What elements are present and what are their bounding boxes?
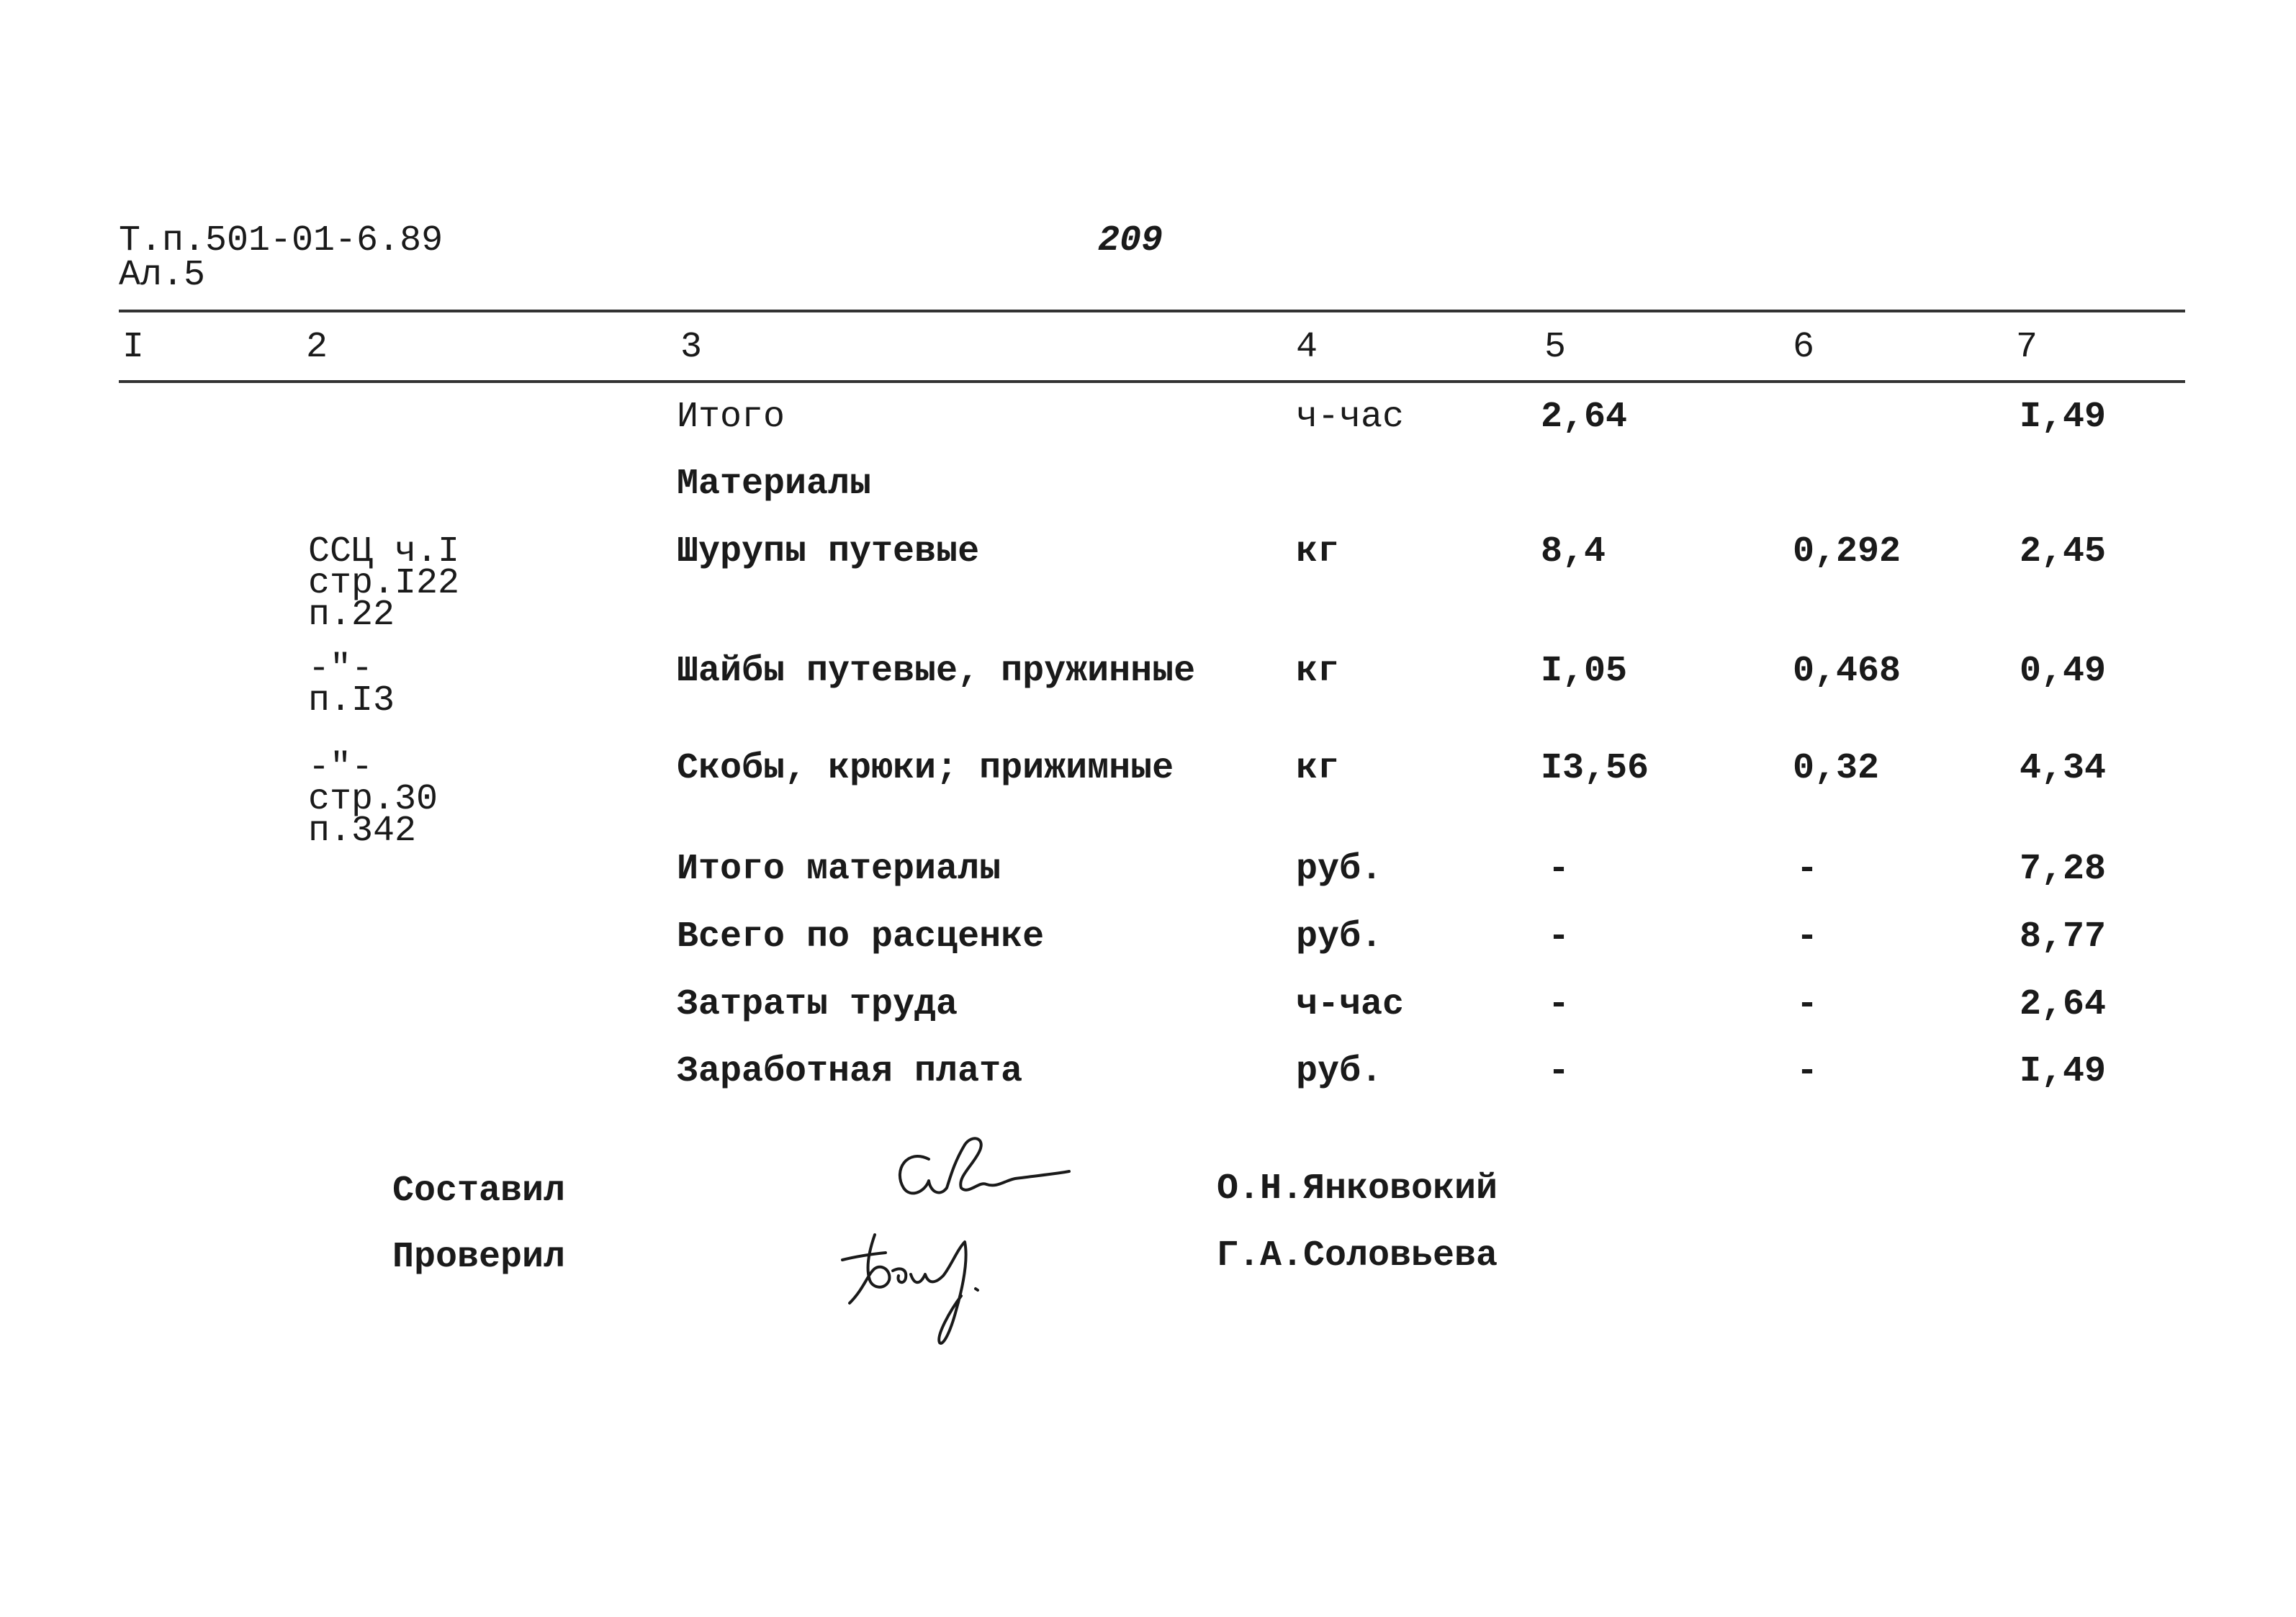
row-name: Заработная плата (677, 1051, 1023, 1092)
column-header: 2 (306, 327, 328, 368)
row-qty: 8,4 (1541, 531, 1606, 572)
row-name: Скобы, крюки; прижимные (677, 748, 1174, 789)
album-number: Ал.5 (119, 255, 206, 296)
column-header: 5 (1544, 327, 1567, 368)
row-name: Шайбы путевые, пружинные (677, 651, 1196, 692)
row-total: 8,77 (2020, 916, 2107, 958)
row-unit: руб. (1296, 1051, 1383, 1092)
row-price: - (1796, 1051, 1819, 1092)
column-header: I (122, 327, 145, 368)
row-unit: кг (1296, 748, 1340, 789)
row-qty: - (1548, 984, 1570, 1025)
row-total: 7,28 (2020, 849, 2107, 890)
column-header: 6 (1793, 327, 1815, 368)
row-total: 4,34 (2020, 748, 2107, 789)
row-qty: I,05 (1541, 651, 1628, 692)
row-qty: - (1548, 916, 1570, 958)
row-total: I,49 (2020, 397, 2107, 438)
row-name: Всего по расценке (677, 916, 1045, 958)
row-reference: -"- п.I3 (308, 649, 395, 721)
row-unit: руб. (1296, 916, 1383, 958)
row-name: Затраты труда (677, 984, 958, 1025)
signature-role: Проверил (392, 1237, 566, 1278)
row-unit: кг (1296, 531, 1340, 572)
row-price: 0,292 (1793, 531, 1901, 572)
row-name: Материалы (677, 464, 872, 505)
row-total: I,49 (2020, 1051, 2107, 1092)
column-header: 7 (2016, 327, 2038, 368)
row-reference: ССЦ ч.I стр.I22 п.22 (308, 531, 460, 636)
row-price: - (1796, 916, 1819, 958)
signature-person: О.Н.Янковокий (1217, 1168, 1498, 1210)
row-qty: - (1548, 849, 1570, 890)
row-name: Итого (677, 397, 785, 438)
signature-role: Составил (392, 1171, 566, 1212)
row-total: 2,45 (2020, 531, 2107, 572)
row-unit: кг (1296, 651, 1340, 692)
top-rule (119, 310, 2185, 312)
row-name: Итого материалы (677, 849, 1001, 890)
row-total: 2,64 (2020, 984, 2107, 1025)
row-qty: I3,56 (1541, 748, 1649, 789)
column-header: 3 (680, 327, 703, 368)
row-unit: ч-час (1296, 397, 1405, 438)
row-price: 0,32 (1793, 748, 1880, 789)
column-header: 4 (1296, 327, 1318, 368)
row-total: 0,49 (2020, 651, 2107, 692)
row-unit: ч-час (1296, 984, 1405, 1025)
row-price: 0,468 (1793, 651, 1901, 692)
row-unit: руб. (1296, 849, 1383, 890)
row-price: - (1796, 984, 1819, 1025)
row-reference: -"- стр.30 п.342 (308, 747, 438, 852)
page-number: 209 (1098, 220, 1163, 261)
signature-person: Г.А.Соловьева (1217, 1235, 1498, 1276)
document-code: Т.п.501-01-6.89 (119, 220, 444, 261)
row-qty: - (1548, 1051, 1570, 1092)
signature-mark-compiler (878, 1120, 1080, 1220)
row-price: - (1796, 849, 1819, 890)
row-qty: 2,64 (1541, 397, 1628, 438)
row-name: Шурупы путевые (677, 531, 980, 572)
column-header-rule (119, 380, 2185, 383)
signature-mark-checker (835, 1217, 1022, 1353)
